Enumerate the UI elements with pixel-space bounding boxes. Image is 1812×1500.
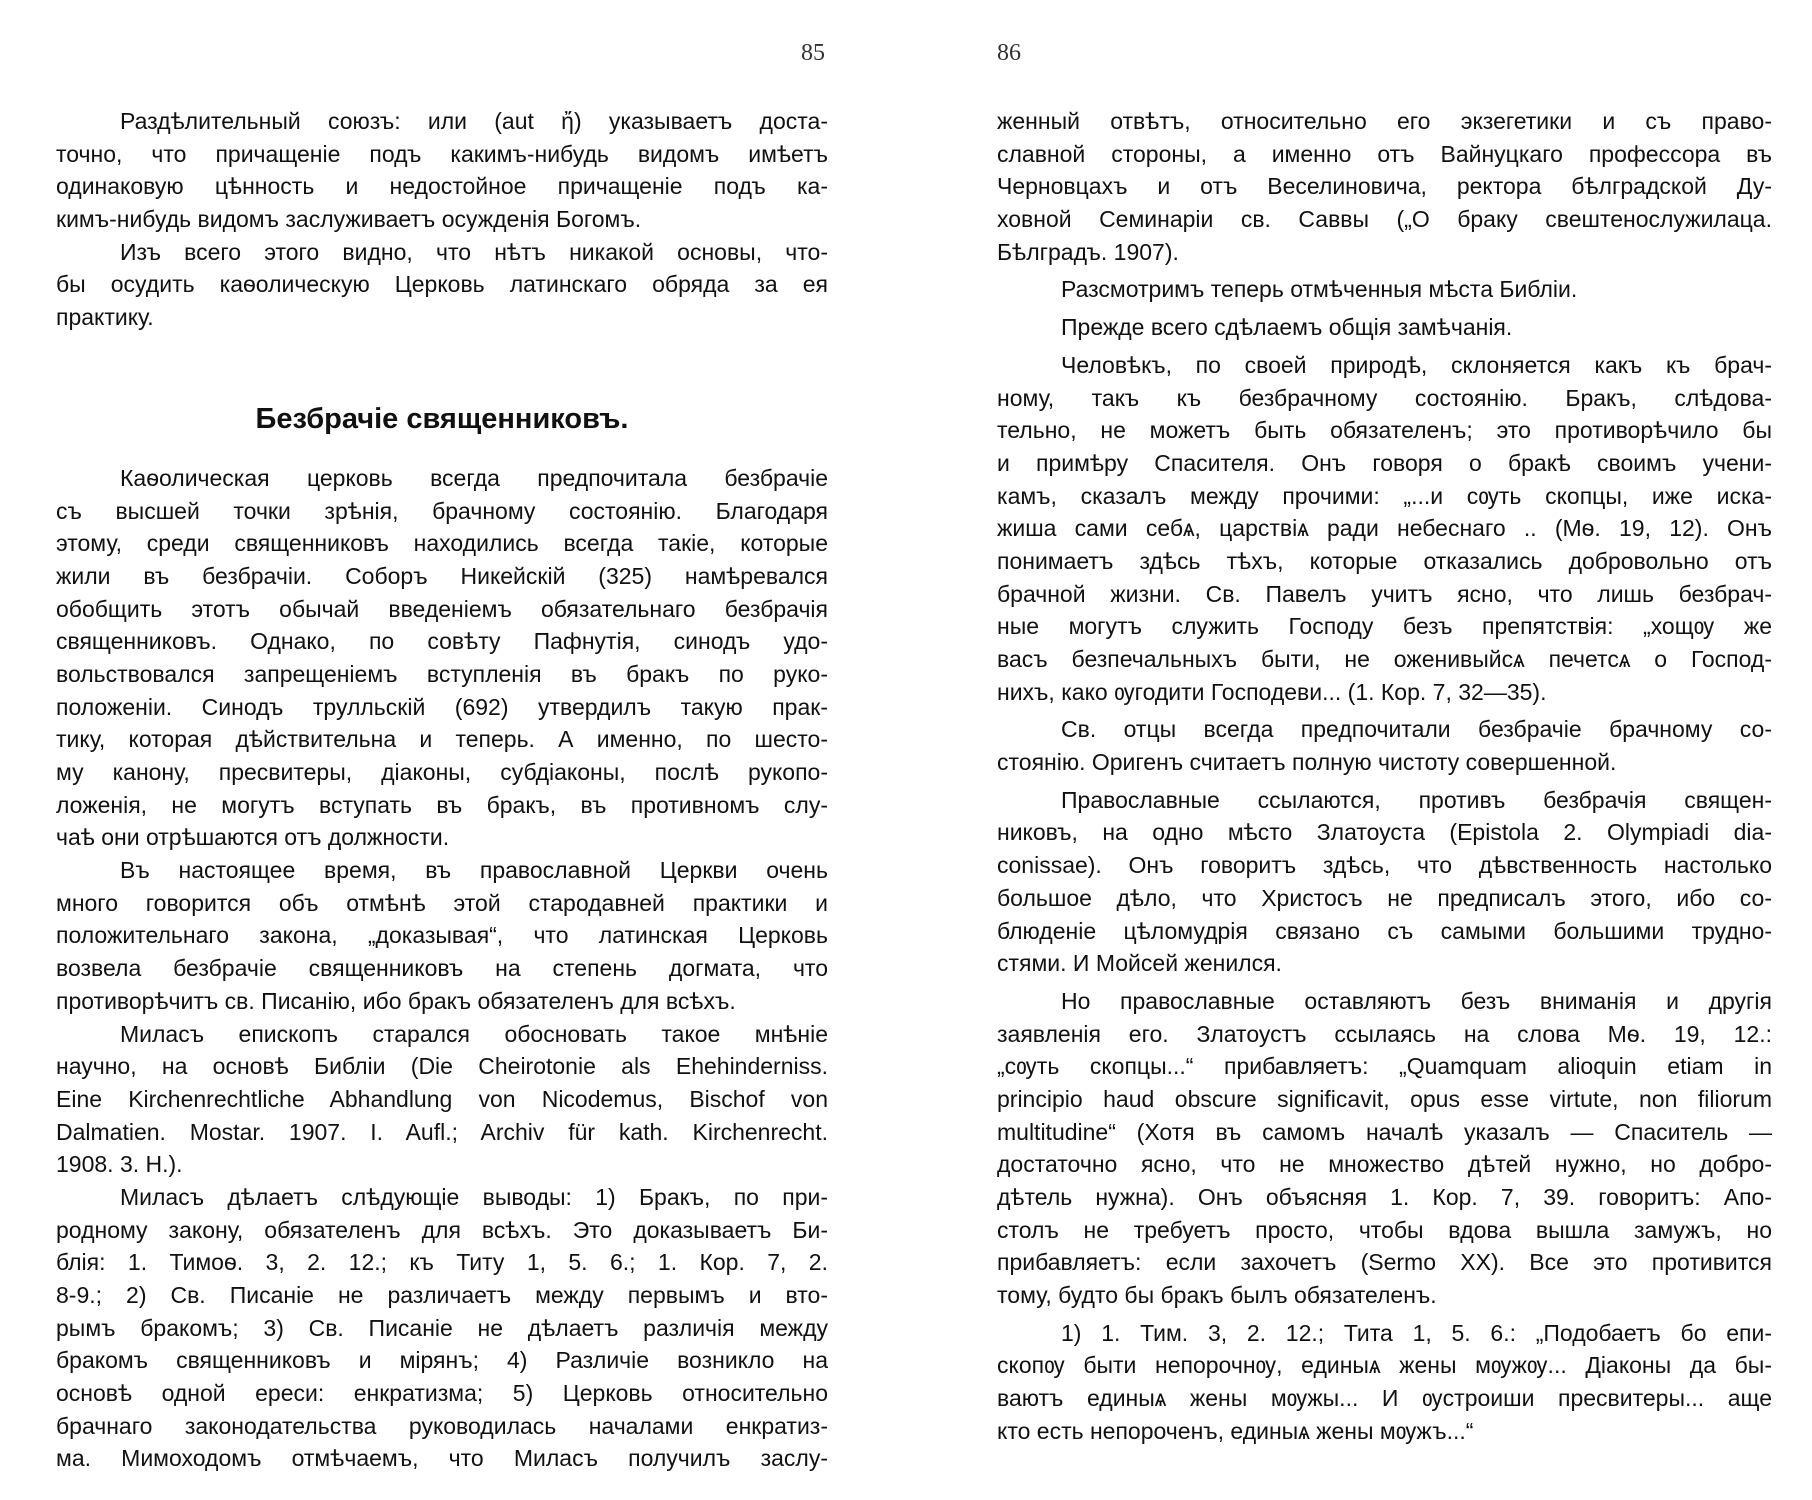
text-line: ховной Семинаріи св. Саввы („О браку свештенослужилаца.	[997, 206, 1772, 233]
text-line: родному закону, обязателенъ для всѣхъ. Это доказываетъ Би-	[56, 1216, 828, 1243]
text-line: Dalmatien. Mostar. 1907. I. Aufl.; Archiv für kath. Kirchenrecht.	[56, 1118, 828, 1145]
text-line: заявленія его. Златоустъ ссылаясь на слова Мѳ. 19, 12.:	[997, 1020, 1772, 1047]
text-line: Миласъ епископъ старался обосновать такое мнѣніе	[120, 1020, 828, 1047]
text-line: дѣтель нужна). Онъ объясняя 1. Кор. 7, 39. говоритъ: Апо-	[997, 1184, 1772, 1210]
left-paragraphs-before	[56, 105, 828, 334]
text-line: стоянію. Оригенъ считаетъ полную чистоту совершенной.	[997, 749, 1617, 776]
paragraph	[997, 713, 1772, 778]
page-number-right: 86	[997, 40, 1021, 66]
text-line: Разсмотримъ теперь отмѣченныя мѣста Библіи.	[1061, 276, 1578, 303]
text-line: камъ, сказалъ между прочими: „...и сѹть скопцы, иже иска-	[997, 482, 1772, 509]
text-line: рымъ бракомъ; 3) Св. Писаніе не дѣлаетъ различія между	[56, 1314, 828, 1341]
paragraph	[997, 273, 1772, 306]
paragraph	[997, 1317, 1772, 1448]
text-line: прибавляетъ: если захочетъ (Sermo XX). Все это противится	[997, 1249, 1772, 1276]
text-line: тику, которая дѣйствительна и теперь. А именно, по шесто-	[56, 726, 828, 753]
text-line: Бѣлградъ. 1907).	[997, 238, 1179, 265]
text-line: Православные ссылаются, противъ безбрачія священ-	[1061, 786, 1772, 813]
text-line: Человѣкъ, по своей природѣ, склоняется какъ къ брач-	[1061, 351, 1772, 378]
text-line: жиша сами себѧ, царствіѧ ради небеснаго .. (Мѳ. 19, 12). Онъ	[997, 515, 1772, 542]
text-line: тому, будто бы бракъ былъ обязателенъ.	[997, 1282, 1437, 1309]
text-line: брачной жизни. Св. Павелъ учитъ ясно, что лишь безбрач-	[997, 580, 1772, 607]
text-line: Eine Kirchenrechtliche Abhandlung von Nicodemus, Bischof von	[56, 1085, 828, 1112]
text-line: этому, среди священниковъ находились всегда такіе, которые	[56, 530, 828, 557]
right-page-column	[997, 105, 1772, 1448]
text-line: столъ не требуетъ просто, чтобы вдова вышла замужъ, но	[997, 1216, 1772, 1243]
text-line: Раздѣлительный союзъ: или (aut ἤ) указываетъ доста-	[120, 108, 828, 134]
text-line: священниковъ. Однако, по совѣту Пафнутія, синодъ удо-	[56, 628, 828, 655]
text-line: Черновцахъ и отъ Веселиновича, ректора бѣлградской Ду-	[997, 173, 1772, 200]
left-paragraphs-after	[56, 462, 828, 1475]
paragraph	[997, 311, 1772, 344]
text-line: съ высшей точки зрѣнія, брачному состоянію. Благодаря	[56, 497, 828, 524]
paragraph	[56, 1181, 828, 1475]
text-line: ные могутъ служить Господу безъ препятствія: „хощѹ же	[997, 613, 1772, 640]
paragraph	[997, 985, 1772, 1312]
text-line: и примѣру Спасителя. Онъ говоря о бракѣ своимъ учени-	[997, 449, 1772, 476]
text-line: скопѹ быти непорочнѹ, единыѧ жены мѹжѹ... Діаконы да бы-	[997, 1352, 1772, 1379]
text-line: бракомъ священниковъ и мірянъ; 4) Различіе возникло на	[56, 1347, 828, 1374]
text-line: 8-9.; 2) Св. Писаніе не различаетъ между первымъ и вто-	[56, 1282, 828, 1308]
text-line: multitudine“ (Хотя въ самомъ началѣ указалъ — Спаситель —	[997, 1118, 1772, 1145]
text-line: ваютъ единыѧ жены мѹжы... И ѹстроиши пресвитеры... аще	[997, 1385, 1772, 1412]
section-heading: Безбрачіе священниковъ.	[255, 402, 629, 435]
text-line: блюденіе цѣломудрія связано съ самыми большими трудно-	[997, 917, 1772, 944]
page-number-left: 85	[801, 40, 825, 66]
text-line: тельно, не можетъ быть обязателенъ; это противорѣчило бы	[997, 417, 1772, 444]
text-line: достаточно ясно, что не множество дѣтей нужно, но добро-	[997, 1151, 1772, 1178]
text-line: вольствовался запрещеніемъ вступленія въ бракъ по руко-	[56, 660, 828, 687]
text-line: бы осудить каѳолическую Церковь латинскаго обряда за ея	[56, 271, 828, 298]
paragraph	[56, 236, 828, 334]
text-line: обобщить этотъ обычай введеніемъ обязательнаго безбрачія	[56, 595, 828, 622]
text-line: Миласъ дѣлаетъ слѣдующіе выводы: 1) Бракъ, по при-	[120, 1183, 828, 1210]
paragraph	[997, 105, 1772, 268]
text-line: ма. Мимоходомъ отмѣчаемъ, что Миласъ получилъ заслу-	[56, 1445, 828, 1472]
text-line: Каѳолическая церковь всегда предпочитала безбрачіе	[120, 464, 828, 491]
text-line: никовъ, на одно мѣсто Златоуста (Epistola 2. Olympiadi dia-	[997, 819, 1772, 846]
text-line: principio haud obscure significavit, opus esse virtute, non filiorum	[997, 1085, 1772, 1112]
paragraph	[997, 784, 1772, 980]
text-line: Въ настоящее время, въ православной Церкви очень	[120, 857, 828, 884]
text-line: брачнаго законодательства руководилась началами енкратиз-	[56, 1412, 828, 1439]
text-line: му канону, пресвитеры, діаконы, субдіаконы, послѣ рукопо-	[56, 759, 828, 785]
text-line: ному, такъ къ безбрачному состоянію. Бракъ, слѣдова-	[997, 384, 1772, 411]
text-line: возвела безбрачіе священниковъ на степень догмата, что	[56, 955, 828, 982]
text-line: Изъ всего этого видно, что нѣтъ никакой основы, что-	[120, 238, 828, 265]
text-line: основѣ одной ереси: енкратизма; 5) Церковь относительно	[56, 1380, 828, 1407]
paragraph	[56, 462, 828, 854]
text-line: положеніи. Синодъ трулльскій (692) утвердилъ такую прак-	[56, 693, 828, 720]
text-line: кимъ-нибудь видомъ заслуживаетъ осужденія Богомъ.	[56, 206, 642, 233]
text-line: стями. И Мойсей женился.	[997, 950, 1282, 977]
text-line: блія: 1. Тимоѳ. 3, 2. 12.; къ Титу 1, 5. 6.; 1. Кор. 7, 2.	[56, 1249, 828, 1276]
text-line: ложенія, не могутъ вступать въ бракъ, въ противномъ слу-	[56, 791, 828, 818]
text-line: Но православные оставляютъ безъ вниманія и другія	[1061, 987, 1772, 1014]
text-line: „сѹть скопцы...“ прибавляетъ: „Quamquam alioquin etiam in	[997, 1053, 1772, 1080]
text-line: положительнаго закона, „доказывая“, что латинская Церковь	[56, 922, 828, 949]
left-page-column	[56, 105, 828, 1475]
text-line: много говорится объ отмѣнѣ этой стародавней практики и	[56, 889, 828, 916]
paragraph	[56, 1018, 828, 1181]
text-line: жили въ безбрачіи. Соборъ Никейскій (325) намѣревался	[56, 562, 828, 589]
paragraph	[997, 349, 1772, 709]
text-line: практику.	[56, 304, 154, 331]
text-line: нихъ, како ѹгодити Господеви... (1. Кор. 7, 32—35).	[997, 678, 1547, 705]
text-line: славной стороны, а именно отъ Вайнуцкаго профессора въ	[997, 140, 1772, 167]
text-line: понимаетъ здѣсь тѣхъ, которые отказались добровольно отъ	[997, 547, 1772, 574]
text-line: противорѣчитъ св. Писанію, ибо бракъ обязателенъ для всѣхъ.	[56, 987, 736, 1014]
text-line: научно, на основѣ Библіи (Die Cheirotonie als Ehehinderniss.	[56, 1053, 828, 1080]
text-line: точно, что причащеніе подъ какимъ-нибудь видомъ имѣетъ	[56, 140, 828, 167]
text-line: женный отвѣтъ, относительно его экзегетики и съ право-	[997, 108, 1772, 134]
text-line: Св. отцы всегда предпочитали безбрачіе брачному со-	[1061, 716, 1772, 743]
text-line: кто есть непороченъ, единыѧ жены мѹжъ...“	[997, 1417, 1474, 1444]
text-line: conissae). Онъ говоритъ здѣсь, что дѣвственность настолько	[997, 852, 1772, 879]
text-line: 1) 1. Тим. 3, 2. 12.; Тита 1, 5. 6.: „Подобаетъ бо епи-	[1061, 1319, 1772, 1346]
text-line: 1908. 3. H.).	[56, 1151, 183, 1178]
text-line: Прежде всего сдѣлаемъ общія замѣчанія.	[1061, 314, 1513, 341]
text-line: чаѣ они отрѣшаются отъ должности.	[56, 824, 450, 851]
text-line: одинаковую цѣнность и недостойное причащеніе подъ ка-	[56, 173, 828, 200]
paragraph	[56, 854, 828, 1017]
text-line: васъ безпечальныхъ быти, не оженивыйсѧ печетсѧ о Господ-	[997, 646, 1772, 672]
text-line: большое дѣло, что Христосъ не предписалъ этого, ибо со-	[997, 884, 1772, 911]
paragraph	[56, 105, 828, 236]
